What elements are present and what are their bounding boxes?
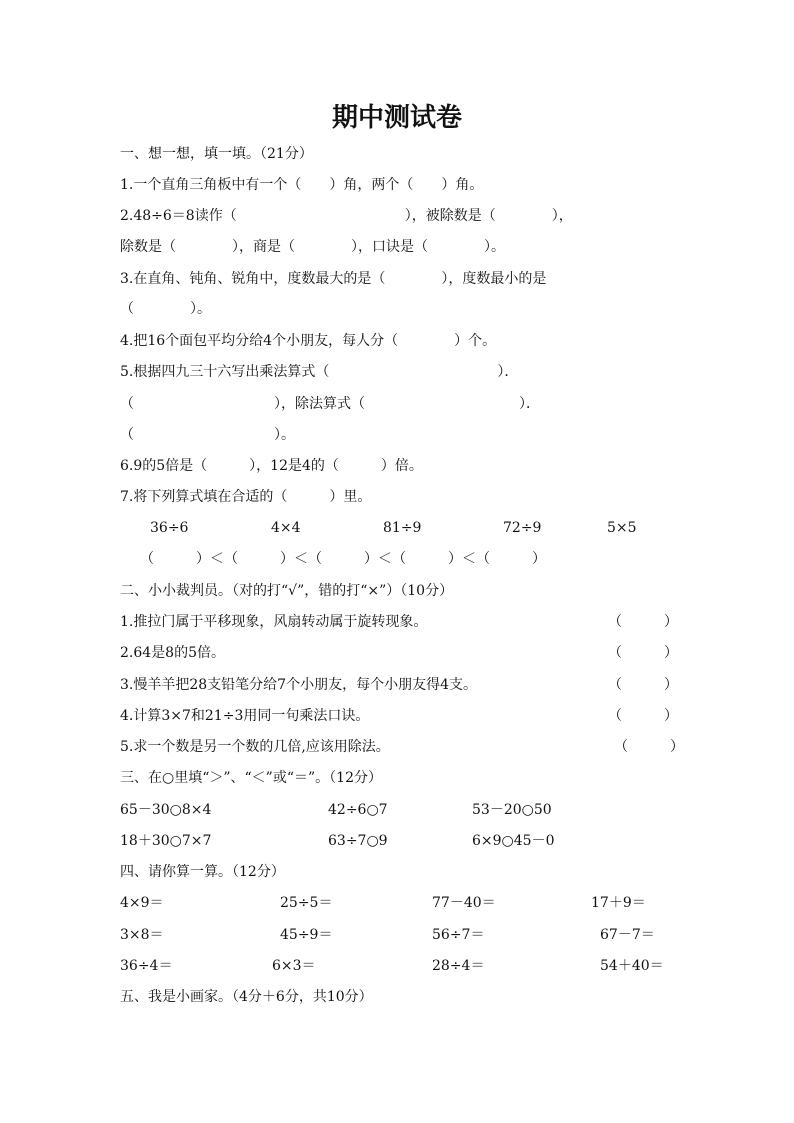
question-1-7: 7.将下列算式填在合适的（ ）里。 [120,489,372,505]
compare-item: 42÷6○7 [328,802,388,818]
question-1-2-line-1: 2.48÷6＝8读作（ ），被除数是（ ）， [120,208,573,224]
compare-item: 53－20○50 [472,802,552,818]
judge-item-text: 4.计算3×7和21÷3用同一句乘法口诀。 [120,708,370,724]
question-1-5-line-1: 5.根据四九三十六写出乘法算式（ ）． [120,364,519,380]
judge-item-text: 2.64是8的5倍。 [120,645,225,661]
compare-item: 6×9○45－0 [472,833,555,849]
calc-item: 28÷4＝ [432,958,485,974]
judge-item-paren: （ ） [608,645,678,661]
calc-item: 56÷7＝ [432,927,485,943]
question-1-3-line-1: 3.在直角、钝角、锐角中，度数最大的是（ ），度数最小的是 [120,271,547,287]
section-5-heading: 五、我是小画家。（4分＋6分，共10分） [120,989,373,1005]
expression-item: 36÷6 [150,520,189,536]
expression-item: 81÷9 [383,520,422,536]
judge-item-text: 1.推拉门属于平移现象，风扇转动属于旋转现象。 [120,614,428,630]
question-1-3-line-2: （ ）。 [120,301,211,317]
page-title: 期中测试卷 [331,103,462,133]
judge-item-paren: （ ） [608,614,678,630]
calc-item: 77－40＝ [432,895,496,911]
judge-item-text: 5.求一个数是另一个数的几倍,应该用除法。 [120,739,390,755]
section-4-heading: 四、请你算一算。（12分） [120,864,285,880]
question-1-6: 6.9的5倍是（ ），12是4的（ ）倍。 [120,458,423,474]
question-1-5-line-2: （ ），除法算式（ ）． [120,396,540,412]
compare-item: 63÷7○9 [328,833,388,849]
question-1-5-line-3: （ ）。 [120,427,295,443]
calc-item: 67－7＝ [600,927,655,943]
judge-item-paren: （ ） [614,739,684,755]
calc-item: 17＋9＝ [591,895,646,911]
question-1-2-line-2: 除数是（ ），商是（ ），口诀是（ ）。 [120,239,505,255]
judge-item-text: 3.慢羊羊把28支铅笔分给7个小朋友，每个小朋友得4支。 [120,677,477,693]
calc-item: 6×3＝ [272,958,316,974]
judge-item-paren: （ ） [608,677,678,693]
calc-item: 3×8＝ [120,927,164,943]
calc-item: 4×9＝ [120,895,164,911]
section-3-heading: 三、在○里填“＞”、“＜”或“＝”。（12分） [120,770,382,786]
judge-item-paren: （ ） [608,708,678,724]
expression-item: 72÷9 [503,520,542,536]
calc-item: 25÷5＝ [280,895,333,911]
ordering-line: （ ）＜（ ）＜（ ）＜（ ）＜（ ） [140,551,546,567]
section-2-heading: 二、小小裁判员。（对的打“√”，错的打“×”）（10分） [120,583,454,599]
expression-item: 4×4 [271,520,301,536]
question-1-1: 1.一个直角三角板中有一个（ ）角，两个（ ）角。 [120,177,484,193]
calc-item: 36÷4＝ [120,958,173,974]
expression-item: 5×5 [607,520,637,536]
question-1-4: 4.把16个面包平均分给4个小朋友，每人分（ ）个。 [120,333,497,349]
calc-item: 54＋40＝ [600,958,664,974]
compare-item: 65－30○8×4 [120,802,212,818]
calc-item: 45÷9＝ [280,927,333,943]
section-1-heading: 一、想一想，填一填。（21分） [120,146,313,162]
compare-item: 18＋30○7×7 [120,833,212,849]
